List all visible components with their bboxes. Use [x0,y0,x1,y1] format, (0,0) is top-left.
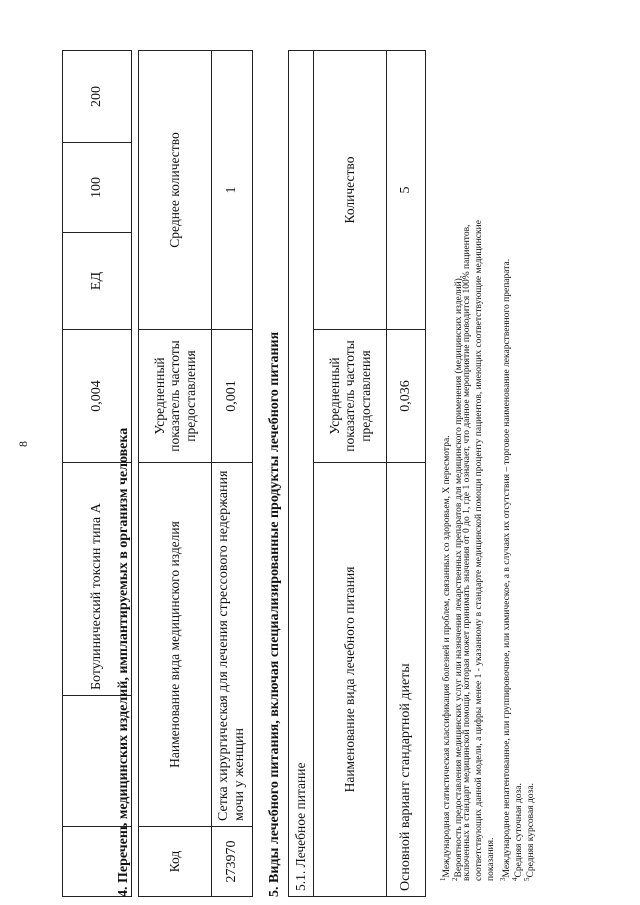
drug-unit: ЕД [63,233,132,330]
footnote-3: $^3$Международное непатентованное, или группировочное, или химическое, а в случаях их отсутствия – торговое наименование лекарственного препарата. [499,258,513,881]
device-name: Сетка хирургическая для лечения стрессового недержания мочи у женщин [212,463,253,827]
drug-daily-dose: 100 [63,143,132,233]
table-subheader-row [289,51,314,897]
device-quantity: 1 [212,51,253,330]
implants-table [138,50,253,897]
footnote-4: $^4$Средняя суточная доза. [511,783,525,881]
page-number: 8 [16,441,30,447]
header-quantity: Количество [314,51,387,330]
footnote-2-line-2: включенных в стандарт медицинской помощи, которая может принимать значения от 0 до 1, где 1 означает, что данное мероприятие проводится 100% пациентов, [462,224,472,881]
subsection-title: 5.1. Лечебное питание [289,51,314,897]
drug-name: Ботулинический токсин типа А [63,463,132,696]
header-nutrition-name: Наименование вида лечебного питания [314,463,387,897]
header-device-name: Наименование вида медицинского изделия [139,463,212,827]
section-5-heading: 5. Виды лечебного питания, включая специализированные продукты лечебного питания [267,331,282,897]
header-code: Код [139,827,212,897]
nutrition-table [288,50,426,897]
table-header-row [314,51,387,897]
footnote-5: $^5$Средняя курсовая доза. [523,783,537,881]
table-header-row [139,51,212,897]
header-frequency: Усредненный показатель частоты предоставления [139,330,212,463]
header-quantity: Среднее количество [139,51,212,330]
header-frequency: Усредненный показатель частоты предоставления [314,330,387,463]
section-4-heading: 4. Перечень медицинских изделий, имплантируемых в организм человека [116,427,131,897]
table-row [387,51,426,897]
drug-frequency: 0,004 [63,330,132,463]
drug-course-dose: 200 [63,51,132,143]
footnote-2-line-4: показания. [486,837,496,881]
nutrition-frequency: 0,036 [387,330,426,463]
footnote-2-line-3: соответствующих данной модели, а цифры менее 1 - указанному в стандарте медицинской помощи проценту пациентов, имеющих соответствующие медицинские [474,220,484,881]
nutrition-name: Основной вариант стандартной диеты [387,463,426,897]
device-code: 273970 [212,827,253,897]
footnote-1: $^1$Международная статистическая классификация болезней и проблем, связанных со здоровьем, X пересмотра. [439,435,453,881]
device-frequency: 0,001 [212,330,253,463]
table-row [212,51,253,897]
nutrition-quantity: 5 [387,51,426,330]
footnote-2: $^2$Вероятность предоставления медицинских услуг или назначения лекарственных препаратов для медицинского применения (медицинских изделий), [451,275,465,881]
